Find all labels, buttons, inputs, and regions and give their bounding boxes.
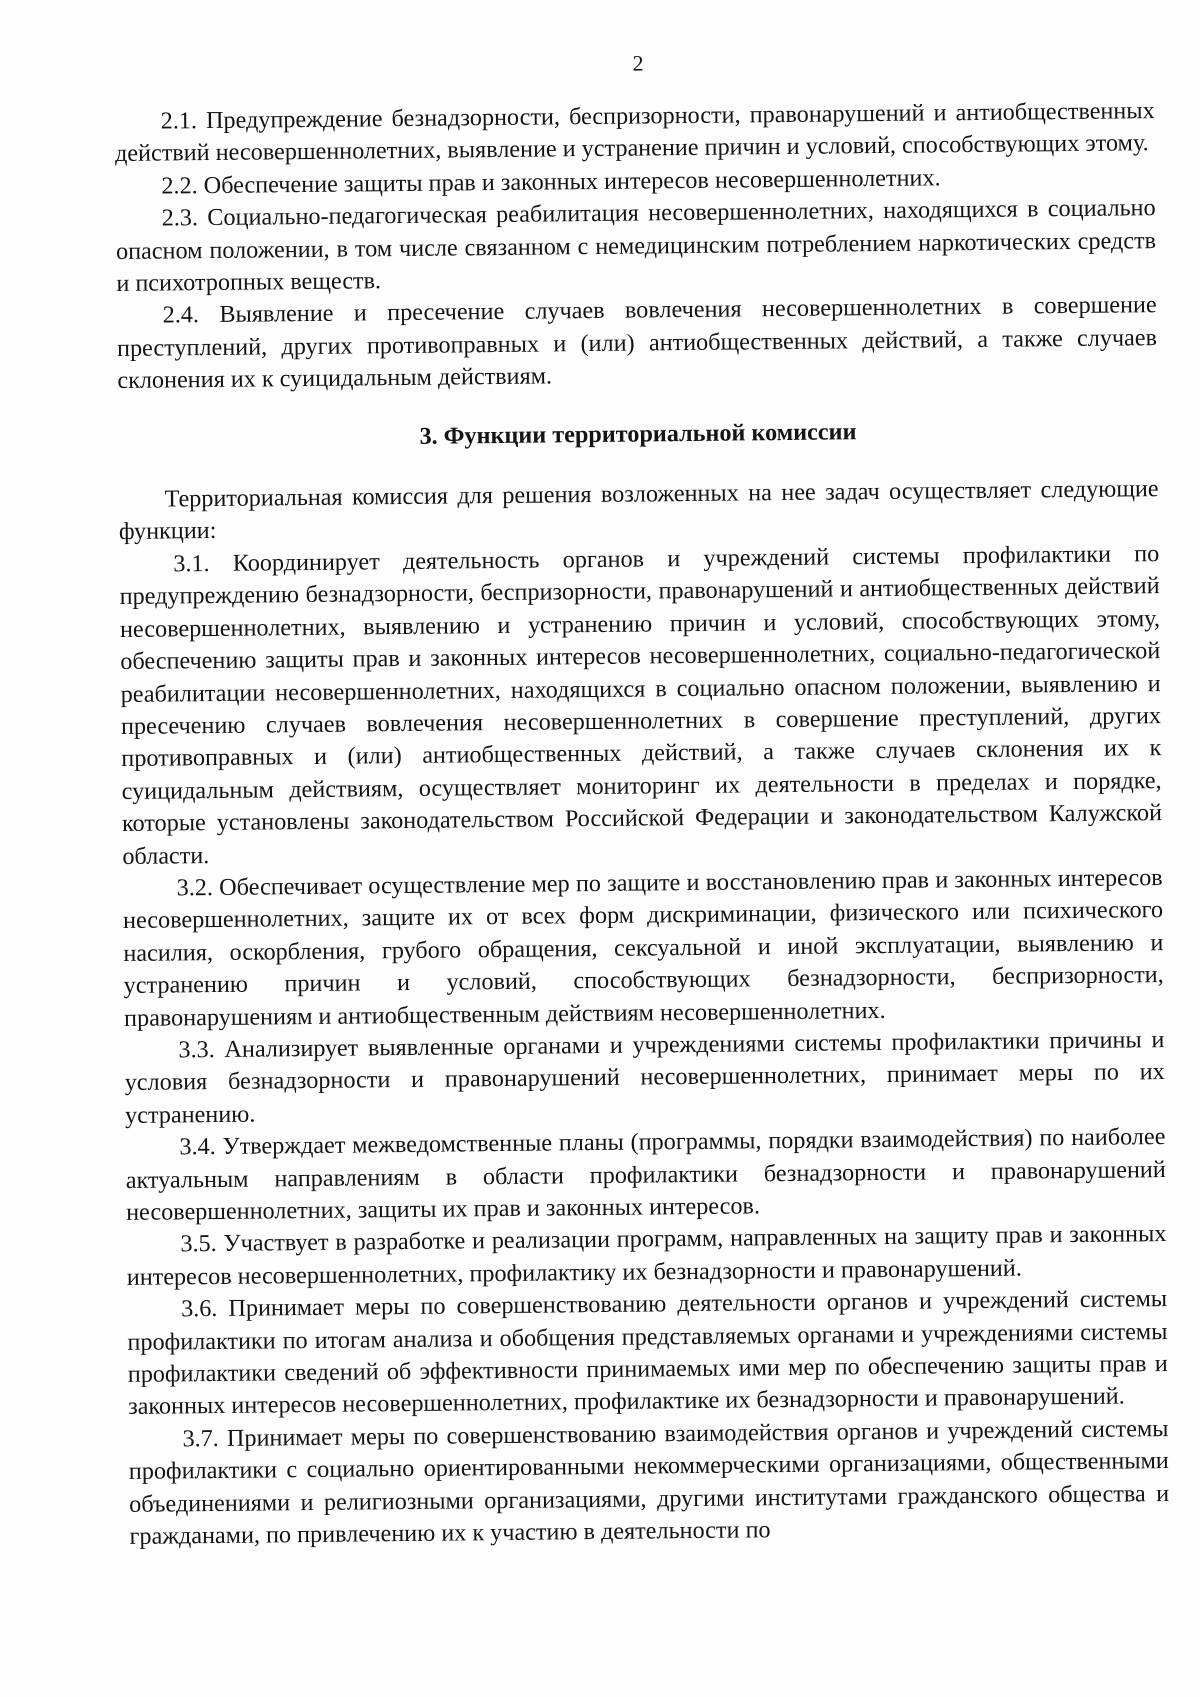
clause-3-2: 3.2. Обеспечивает осуществление мер по защите и восстановлению прав и законных интересов несовершеннолетних, защите их от всех форм дискриминации, физического или психического насилия, оскорбления, грубого обращения, сексуальной и иной эксплуатации, выявлению и устранению причин и условий, способствующих безнадзорности, беспризорности, правонарушениям и антиобщественным действиям несовершеннолетних. bbox=[122, 864, 1164, 1032]
clause-3-6: 3.6. Принимает меры по совершенствованию деятельности органов и учреждений системы профилактики по итогам анализа и обобщения представляемых органами и учреждениями системы профилактики сведений об эффективности принимаемых ими мер по обеспечению защиты прав и законных интересов несовершеннолетних, профилактике их безнадзорности и правонарушений. bbox=[127, 1285, 1168, 1421]
page-number: 2 bbox=[632, 50, 644, 76]
clause-3-1: 3.1. Координирует деятельность органов и учреждений системы профилактики по предупреждению безнадзорности, беспризорности, правонарушений и антиобщественных действий несовершеннолетних, выявлению и устранению причин и условий, способствующих этому, обеспечению защиты прав и законных интересов несовершеннолетних, социально-педагогической реабилитации несовершеннолетних, находящихся в социально опасном положении, выявлению и пресечению случаев вовлечения несовершеннолетних в совершение преступлений, других противоправных и (или) антиобщественных действий, а также случаев склонения их к суицидальным действиям, осуществляет мониторинг их деятельности в пределах и порядке, которые установлены законодательством Российской Федерации и законодательством Калужской области. bbox=[119, 539, 1163, 870]
section-3-intro: Территориальная комиссия для решения возложенных на нее задач осуществляет следующие функции: bbox=[118, 475, 1159, 546]
section-3-heading: 3. Функции территориальной комиссии bbox=[419, 417, 857, 450]
clause-3-4: 3.4. Утверждает межведомственные планы (программы, порядки взаимодействия) по наиболее актуальным направлениям в области профилактики безнадзорности и правонарушений несовершеннолетних, защиты их прав и законных интересов. bbox=[125, 1123, 1166, 1226]
clause-2-4: 2.4. Выявление и пресечение случаев вовлечения несовершеннолетних в совершение преступлений, других противоправных и (или) антиобщественных действий, а также случаев склонения их к суицидальным действиям. bbox=[116, 291, 1158, 395]
clause-2-3: 2.3. Социально-педагогическая реабилитация несовершеннолетних, находящихся в социально опасном положении, в том числе связанном с немедицинским потреблением наркотических средств и психотропных веществ. bbox=[115, 194, 1157, 298]
clause-2-2: 2.2. Обеспечение защиты прав и законных интересов несовершеннолетних. bbox=[161, 164, 941, 200]
clause-2-1: 2.1. Предупреждение безнадзорности, беспризорности, правонарушений и антиобщественных действий несовершеннолетних, выявление и устранение причин и условий, способствующих этому. bbox=[114, 97, 1155, 168]
clause-3-7: 3.7. Принимает меры по совершенствованию взаимодействия органов и учреждений системы профилактики с социально ориентированными некоммерческими организациями, общественными объединениями и религиозными организациями, другими институтами гражданского общества и гражданами, по привлечению их к участию в деятельности по bbox=[128, 1414, 1170, 1550]
clause-3-5: 3.5. Участвует в разработке и реализации программ, направленных на защиту прав и законных интересов несовершеннолетних, профилактику их безнадзорности и правонарушений. bbox=[126, 1220, 1167, 1291]
page-content bbox=[114, 45, 1170, 1553]
clause-3-3: 3.3. Анализирует выявленные органами и учреждениями системы профилактики причины и условия безнадзорности и правонарушений несовершеннолетних, принимает меры по их устранению. bbox=[124, 1026, 1165, 1129]
